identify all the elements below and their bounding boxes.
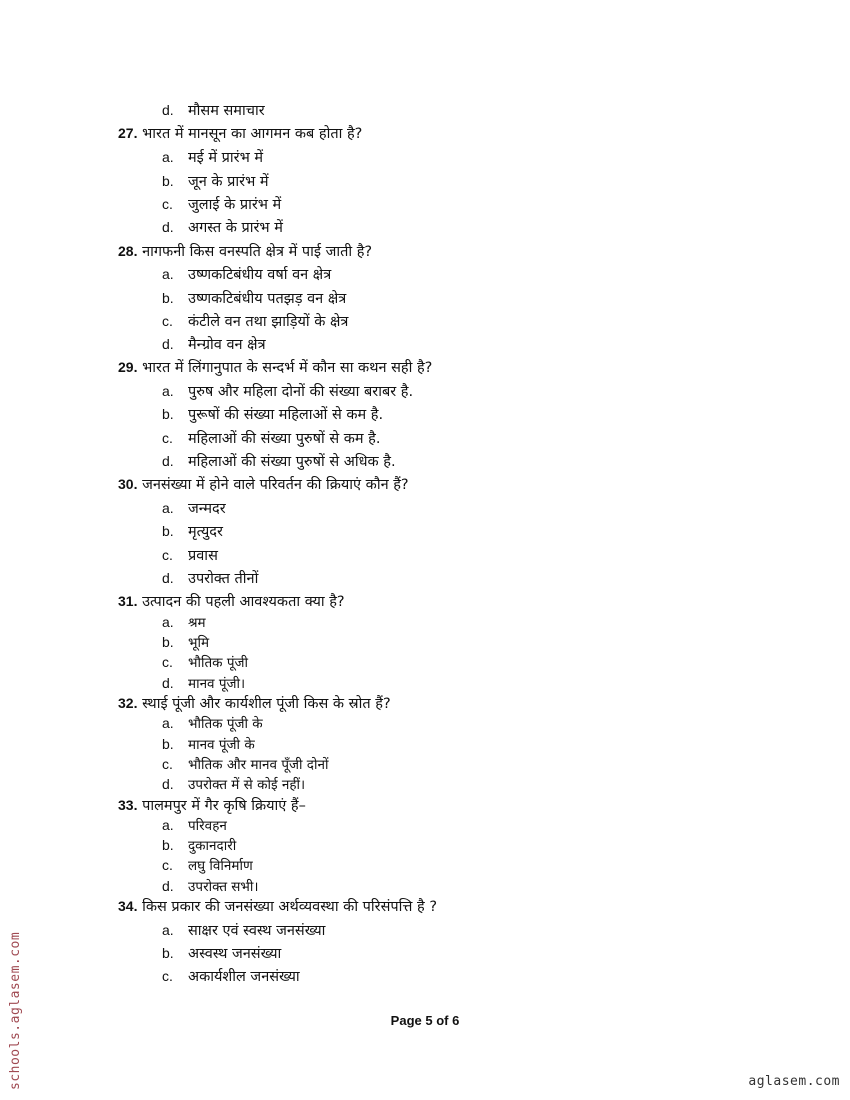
option-letter: c. bbox=[162, 756, 173, 772]
option-line bbox=[162, 673, 245, 694]
option-letter: a. bbox=[162, 715, 174, 731]
option-line bbox=[162, 876, 259, 897]
option-text: भौतिक पूंजी bbox=[188, 655, 249, 671]
option-text: दुकानदारी bbox=[188, 838, 237, 854]
option-line bbox=[162, 498, 226, 519]
option-letter: a. bbox=[162, 614, 174, 630]
question-text: किस प्रकार की जनसंख्या अर्थव्यवस्था की परिसंपत्ति है ? bbox=[142, 899, 438, 915]
option-text: उष्णकटिबंधीय पतझड़ वन क्षेत्र bbox=[188, 291, 347, 307]
question-number: 33. bbox=[118, 797, 138, 813]
option-letter: a. bbox=[162, 500, 174, 516]
option-letter: d. bbox=[162, 219, 174, 235]
option-line bbox=[162, 171, 269, 192]
option-text: अकार्यशील जनसंख्या bbox=[188, 969, 300, 985]
option-line bbox=[162, 632, 209, 653]
option-line bbox=[162, 774, 305, 795]
option-letter: d. bbox=[162, 675, 174, 691]
side-watermark: schools.aglasem.com bbox=[8, 931, 23, 1090]
option-text: उपरोक्त में से कोई नहीं। bbox=[188, 777, 306, 793]
page-current: 5 bbox=[425, 1013, 433, 1028]
option-line bbox=[162, 568, 258, 589]
option-text: भूमि bbox=[188, 635, 210, 651]
option-text: उष्णकटिबंधीय वर्षा वन क्षेत्र bbox=[188, 267, 332, 283]
question-text: जनसंख्या में होने वाले परिवर्तन की क्रियाएं कौन हैं? bbox=[142, 477, 409, 493]
option-line bbox=[162, 713, 263, 734]
option-letter: b. bbox=[162, 634, 174, 650]
option-letter: d. bbox=[162, 570, 174, 586]
option-text: भौतिक पूंजी के bbox=[188, 716, 263, 732]
option-text: मैन्ग्रोव वन क्षेत्र bbox=[188, 337, 266, 353]
option-text: लघु विनिर्माण bbox=[188, 858, 253, 874]
option-letter: c. bbox=[162, 547, 173, 563]
option-line bbox=[162, 288, 346, 309]
page-footer bbox=[0, 1013, 850, 1028]
option-line bbox=[162, 652, 248, 673]
question-27 bbox=[118, 123, 362, 144]
question-31 bbox=[118, 591, 345, 612]
question-text: उत्पादन की पहली आवश्यकता क्या है? bbox=[142, 594, 345, 610]
option-text: पुरूषों की संख्या महिलाओं से कम है. bbox=[188, 407, 384, 423]
option-letter: a. bbox=[162, 922, 174, 938]
option-letter: b. bbox=[162, 945, 174, 961]
option-letter: c. bbox=[162, 313, 173, 329]
option-line bbox=[162, 815, 227, 836]
option-text: जून के प्रारंभ में bbox=[188, 174, 269, 190]
option-letter: a. bbox=[162, 383, 174, 399]
page-of: of bbox=[432, 1013, 453, 1028]
option-line bbox=[162, 966, 300, 987]
option-text: पुरुष और महिला दोनों की संख्या बराबर है. bbox=[188, 384, 414, 400]
option-letter: b. bbox=[162, 523, 174, 539]
question-text: नागफनी किस वनस्पति क्षेत्र में पाई जाती है? bbox=[142, 244, 373, 260]
option-line bbox=[162, 920, 325, 941]
option-line bbox=[162, 734, 255, 755]
option-letter: b. bbox=[162, 173, 174, 189]
question-number: 31. bbox=[118, 593, 138, 609]
option-letter: b. bbox=[162, 837, 174, 853]
option-text: जुलाई के प्रारंभ में bbox=[188, 197, 282, 213]
option-letter: c. bbox=[162, 654, 173, 670]
option-line bbox=[162, 404, 383, 425]
option-text: अगस्त के प्रारंभ में bbox=[188, 220, 283, 236]
option-text: भौतिक और मानव पूँजी दोनों bbox=[188, 757, 329, 773]
option-text: मानव पूंजी। bbox=[188, 676, 246, 692]
question-number: 27. bbox=[118, 125, 138, 141]
question-29 bbox=[118, 357, 432, 378]
option-text: कंटीले वन तथा झाड़ियों के क्षेत्र bbox=[188, 314, 349, 330]
option-text: परिवहन bbox=[188, 818, 227, 834]
option-line bbox=[162, 855, 253, 876]
option-text: प्रवास bbox=[188, 548, 218, 564]
question-28 bbox=[118, 241, 372, 262]
question-text: स्थाई पूंजी और कार्यशील पूंजी किस के स्रोत हैं? bbox=[142, 696, 391, 712]
option-text: महिलाओं की संख्या पुरुषों से अधिक है. bbox=[188, 454, 396, 470]
option-line bbox=[162, 428, 381, 449]
question-text: पालमपुर में गैर कृषि क्रियाएं हैं– bbox=[142, 798, 306, 814]
option-letter: c. bbox=[162, 196, 173, 212]
option-text: महिलाओं की संख्या पुरुषों से कम है. bbox=[188, 431, 381, 447]
option-line bbox=[162, 147, 263, 168]
option-line bbox=[162, 334, 266, 355]
question-number: 28. bbox=[118, 243, 138, 259]
option-line bbox=[162, 217, 283, 238]
option-line bbox=[162, 943, 281, 964]
option-letter: a. bbox=[162, 149, 174, 165]
question-33 bbox=[118, 795, 306, 816]
option-letter: a. bbox=[162, 817, 174, 833]
question-32 bbox=[118, 693, 391, 714]
option-letter: d. bbox=[162, 453, 174, 469]
option-line bbox=[162, 194, 281, 215]
option-letter: c. bbox=[162, 857, 173, 873]
option-letter: d. bbox=[162, 878, 174, 894]
option-letter: b. bbox=[162, 290, 174, 306]
question-number: 32. bbox=[118, 695, 138, 711]
option-line bbox=[162, 545, 218, 566]
option-line bbox=[162, 100, 265, 121]
option-line bbox=[162, 311, 348, 332]
option-line bbox=[162, 451, 396, 472]
option-letter: d. bbox=[162, 776, 174, 792]
page-total: 6 bbox=[452, 1013, 460, 1028]
option-line bbox=[162, 754, 328, 775]
option-text: मई में प्रारंभ में bbox=[188, 150, 264, 166]
option-text: उपरोक्त तीनों bbox=[188, 571, 259, 587]
corner-watermark: aglasem.com bbox=[748, 1074, 840, 1089]
option-text: साक्षर एवं स्वस्थ जनसंख्या bbox=[188, 923, 326, 939]
option-letter: a. bbox=[162, 266, 174, 282]
question-34 bbox=[118, 896, 437, 917]
option-text: मानव पूंजी के bbox=[188, 737, 255, 753]
option-text: श्रम bbox=[188, 615, 206, 631]
option-line bbox=[162, 612, 206, 633]
question-30 bbox=[118, 474, 409, 495]
option-text: उपरोक्त सभी। bbox=[188, 879, 259, 895]
option-letter: d. bbox=[162, 336, 174, 352]
option-letter: d. bbox=[162, 102, 174, 118]
option-letter: c. bbox=[162, 968, 173, 984]
option-line bbox=[162, 264, 331, 285]
question-number: 34. bbox=[118, 898, 138, 914]
question-number: 30. bbox=[118, 476, 138, 492]
question-text: भारत में लिंगानुपात के सन्दर्भ में कौन सा कथन सही है? bbox=[142, 360, 433, 376]
option-line bbox=[162, 521, 223, 542]
option-letter: c. bbox=[162, 430, 173, 446]
question-number: 29. bbox=[118, 359, 138, 375]
option-text: मौसम समाचार bbox=[188, 103, 265, 119]
option-line bbox=[162, 835, 236, 856]
option-line bbox=[162, 381, 413, 402]
option-text: मृत्युदर bbox=[188, 524, 223, 540]
option-letter: b. bbox=[162, 406, 174, 422]
question-text: भारत में मानसून का आगमन कब होता है? bbox=[142, 126, 363, 142]
option-text: अस्वस्थ जनसंख्या bbox=[188, 946, 282, 962]
option-text: जन्मदर bbox=[188, 501, 226, 517]
option-letter: b. bbox=[162, 736, 174, 752]
page-label: Page bbox=[390, 1013, 426, 1028]
